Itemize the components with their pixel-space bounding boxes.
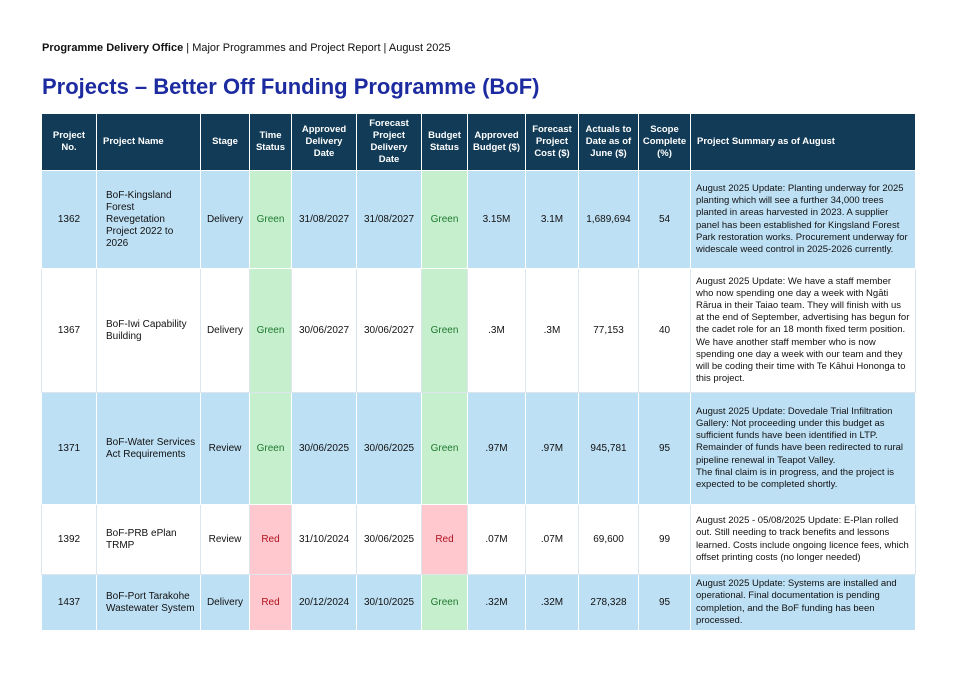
cell-approved-budget: .32M (468, 575, 526, 631)
cell-summary: August 2025 Update: Planting underway for 2025 planting which will see a further 34,000 trees planted in areas harvested in 2023. A supplier panel has been established for Kingsland Forest Park restoration works. Procurement underway for widescale weed control in 2025-2026 currently. (691, 171, 916, 269)
cell-forecast-cost: .32M (526, 575, 579, 631)
cell-budget-status: Red (422, 505, 468, 575)
cell-approved-date: 20/12/2024 (292, 575, 357, 631)
cell-approved-budget: .3M (468, 269, 526, 393)
header-rest: | Major Programmes and Project Report | August 2025 (183, 42, 451, 54)
cell-stage: Review (201, 505, 250, 575)
cell-budget-status: Green (422, 575, 468, 631)
cell-time-status: Green (250, 269, 292, 393)
summary-paragraph: The final claim is in progress, and the project is expected to be completed shortly. (696, 466, 895, 490)
cell-budget-status: Green (422, 393, 468, 505)
cell-time-status: Green (250, 393, 292, 505)
cell-time-status: Red (250, 505, 292, 575)
cell-project-no: 1437 (42, 575, 97, 631)
page-title: Projects – Better Off Funding Programme (BoF) (42, 74, 540, 99)
cell-summary: August 2025 Update: Systems are installed and operational. Final documentation is pending completion, and the BoF funding has been processed. (691, 575, 916, 631)
col-header-budget-status: Budget Status (422, 114, 468, 171)
cell-scope: 99 (639, 505, 691, 575)
cell-approved-date: 31/10/2024 (292, 505, 357, 575)
cell-project-name: BoF-Kingsland Forest Revegetation Project 2022 to 2026 (97, 171, 201, 269)
cell-stage: Delivery (201, 171, 250, 269)
col-header-project-no: Project No. (42, 114, 97, 171)
cell-forecast-date: 30/06/2027 (357, 269, 422, 393)
table-row (42, 505, 916, 575)
col-header-scope-complete: Scope Complete (%) (639, 114, 691, 171)
col-header-forecast-delivery-date: Forecast Project Delivery Date (357, 114, 422, 171)
cell-project-name: BoF-Port Tarakohe Wastewater System (97, 575, 201, 631)
cell-approved-budget: .07M (468, 505, 526, 575)
col-header-stage: Stage (201, 114, 250, 171)
table-row (42, 171, 916, 269)
cell-approved-date: 30/06/2027 (292, 269, 357, 393)
table-row (42, 575, 916, 631)
cell-actuals: 278,328 (579, 575, 639, 631)
cell-forecast-cost: .07M (526, 505, 579, 575)
col-header-approved-delivery-date: Approved Delivery Date (292, 114, 357, 171)
cell-actuals: 69,600 (579, 505, 639, 575)
table-row (42, 393, 916, 505)
cell-project-no: 1362 (42, 171, 97, 269)
cell-approved-date: 30/06/2025 (292, 393, 357, 505)
cell-forecast-cost: 3.1M (526, 171, 579, 269)
cell-forecast-date: 30/10/2025 (357, 575, 422, 631)
col-header-approved-budget: Approved Budget ($) (468, 114, 526, 171)
cell-budget-status: Green (422, 269, 468, 393)
cell-project-no: 1392 (42, 505, 97, 575)
summary-paragraph: August 2025 Update: Dovedale Trial Infiltration Gallery: Not proceeding under this budget as sufficient funds have been identified in LTP. Remainder of funds have been redirected to rural pipeline renewal in Teapot Valley. (696, 405, 904, 466)
cell-stage: Delivery (201, 575, 250, 631)
cell-forecast-date: 30/06/2025 (357, 505, 422, 575)
projects-table (41, 113, 916, 631)
cell-scope: 95 (639, 393, 691, 505)
report-header (42, 42, 451, 54)
cell-scope: 40 (639, 269, 691, 393)
cell-project-name: BoF-Water Services Act Requirements (97, 393, 201, 505)
cell-forecast-date: 30/06/2025 (357, 393, 422, 505)
cell-scope: 95 (639, 575, 691, 631)
col-header-project-summary: Project Summary as of August (691, 114, 916, 171)
cell-approved-date: 31/08/2027 (292, 171, 357, 269)
cell-project-name: BoF-PRB ePlan TRMP (97, 505, 201, 575)
col-header-actuals: Actuals to Date as of June ($) (579, 114, 639, 171)
cell-actuals: 945,781 (579, 393, 639, 505)
cell-stage: Delivery (201, 269, 250, 393)
cell-time-status: Red (250, 575, 292, 631)
cell-summary: August 2025 Update: We have a staff member who now spending one day a week with Ngāti Rārua in their Taiao team. They will finish with us at the end of September, advertising has begun for the cadet role for an 18 month fixed term position. We have another staff member who is now spending one day a week with our team and they will be coding their time with Te Kāhui Hononga to this project. (691, 269, 916, 393)
header-org: Programme Delivery Office (42, 42, 184, 54)
table-row (42, 269, 916, 393)
cell-project-no: 1367 (42, 269, 97, 393)
cell-actuals: 77,153 (579, 269, 639, 393)
cell-summary (691, 393, 916, 505)
cell-forecast-cost: .3M (526, 269, 579, 393)
cell-summary: August 2025 - 05/08/2025 Update: E-Plan rolled out. Still needing to track benefits and lessons learned. Costs include ongoing licence fees, which offset printing costs (no longer needed) (691, 505, 916, 575)
cell-stage: Review (201, 393, 250, 505)
cell-actuals: 1,689,694 (579, 171, 639, 269)
col-header-time-status: Time Status (250, 114, 292, 171)
cell-project-no: 1371 (42, 393, 97, 505)
cell-budget-status: Green (422, 171, 468, 269)
cell-approved-budget: 3.15M (468, 171, 526, 269)
cell-time-status: Green (250, 171, 292, 269)
cell-forecast-cost: .97M (526, 393, 579, 505)
col-header-forecast-cost: Forecast Project Cost ($) (526, 114, 579, 171)
cell-project-name: BoF-Iwi Capability Building (97, 269, 201, 393)
cell-forecast-date: 31/08/2027 (357, 171, 422, 269)
table-header-row (42, 114, 916, 171)
cell-approved-budget: .97M (468, 393, 526, 505)
cell-scope: 54 (639, 171, 691, 269)
col-header-project-name: Project Name (97, 114, 201, 171)
